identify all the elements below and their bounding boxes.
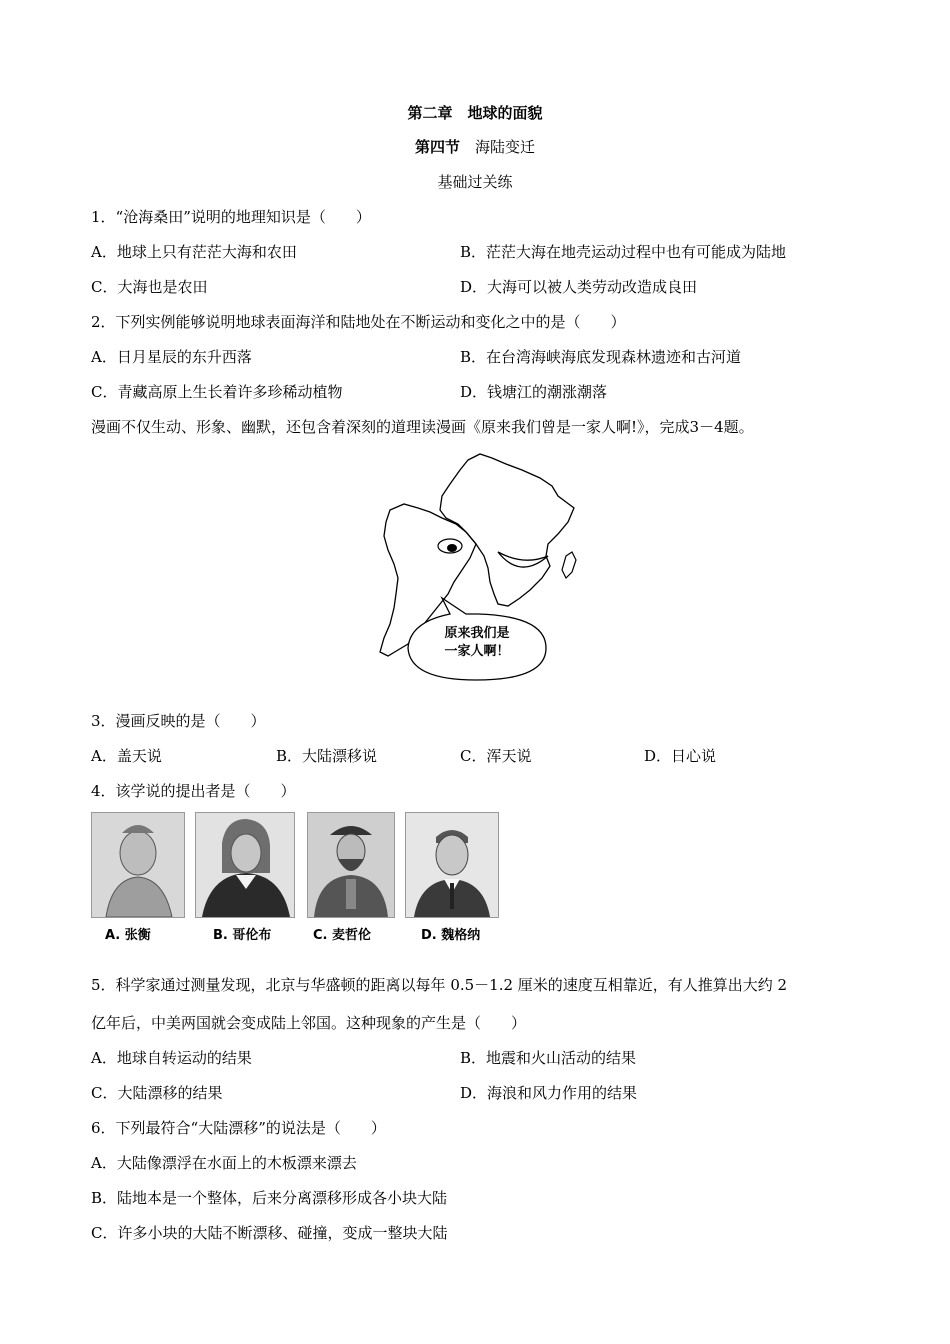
q5-stem-line2: 亿年后，中美两国就会变成陆上邻国。这种现象的产生是（ ） <box>91 1014 527 1032</box>
q1-stem: 1．“沧海桑田”说明的地理知识是（ ） <box>91 208 371 226</box>
madagascar-outline <box>562 552 576 578</box>
portrait-b-caption: B. 哥伦布 <box>213 928 272 943</box>
portrait-c-image <box>307 812 395 918</box>
section-number: 第四节 <box>414 138 460 156</box>
q3-stem: 3．漫画反映的是（ ） <box>91 712 266 730</box>
q5-option-b: B．地震和火山活动的结果 <box>460 1049 637 1067</box>
south-america-pupil <box>447 544 457 552</box>
portrait-a-image <box>91 812 185 918</box>
q6-stem: 6．下列最符合“大陆漂移”的说法是（ ） <box>91 1119 386 1137</box>
q5-option-d: D．海浪和风力作用的结果 <box>460 1084 638 1102</box>
q3-option-d: D．日心说 <box>644 747 717 765</box>
q2-option-b: B．在台湾海峡海底发现森林遗迹和古河道 <box>460 348 742 366</box>
q5-stem-line1: 5．科学家通过测量发现，北京与华盛顿的距离以每年 0.5－1.2 厘米的速度互相靠近，有人推算出大约 2 <box>91 976 788 994</box>
q3-option-b: B．大陆漂移说 <box>276 747 378 765</box>
portrait-c-caption: C. 麦哲伦 <box>313 928 372 943</box>
q4-stem: 4．该学说的提出者是（ ） <box>91 782 296 800</box>
q1-option-b: B．茫茫大海在地壳运动过程中也有可能成为陆地 <box>460 243 787 261</box>
section-title <box>0 137 950 157</box>
q2-option-d: D．钱塘江的潮涨潮落 <box>460 383 608 401</box>
portrait-d-caption: D. 魏格纳 <box>421 928 481 943</box>
africa-outline <box>440 454 574 606</box>
chapter-title: 第二章 地球的面貌 <box>407 104 543 122</box>
exercise-label: 基础过关练 <box>437 173 513 191</box>
bubble-line-1: 原来我们是 <box>444 626 510 641</box>
q5-option-c: C．大陆漂移的结果 <box>91 1084 223 1102</box>
q2-option-c: C．青藏高原上生长着许多珍稀动植物 <box>91 383 343 401</box>
africa-mouth <box>498 552 548 567</box>
portrait-a-caption: A. 张衡 <box>105 928 151 943</box>
portrait-b-image <box>195 812 295 918</box>
q1-option-a: A．地球上只有茫茫大海和农田 <box>91 243 297 261</box>
q1-option-d: D．大海可以被人类劳动改造成良田 <box>460 278 698 296</box>
q3-option-a: A．盖天说 <box>91 747 162 765</box>
q6-option-b: B．陆地本是一个整体，后来分离漂移形成各小块大陆 <box>91 1189 448 1207</box>
q2-stem: 2．下列实例能够说明地球表面海洋和陆地处在不断运动和变化之中的是（ ） <box>91 313 626 331</box>
continents-cartoon <box>370 448 585 688</box>
q1-option-c: C．大海也是农田 <box>91 278 208 296</box>
cartoon-intro: 漫画不仅生动、形象、幽默，还包含着深刻的道理读漫画《原来我们曾是一家人啊!》，完成3－4题。 <box>91 418 754 436</box>
q6-option-a: A．大陆像漂浮在水面上的木板漂来漂去 <box>91 1154 357 1172</box>
speech-bubble-text <box>422 625 532 661</box>
portrait-d-image <box>405 812 499 918</box>
q2-option-a: A．日月星辰的东升西落 <box>91 348 252 366</box>
q3-option-c: C．浑天说 <box>460 747 532 765</box>
q6-option-c: C．许多小块的大陆不断漂移、碰撞，变成一整块大陆 <box>91 1224 448 1242</box>
q5-option-a: A．地球自转运动的结果 <box>91 1049 252 1067</box>
portrait-options <box>91 812 511 952</box>
bubble-line-2: 一家人啊！ <box>444 644 510 659</box>
section-name: 海陆变迁 <box>475 138 536 156</box>
